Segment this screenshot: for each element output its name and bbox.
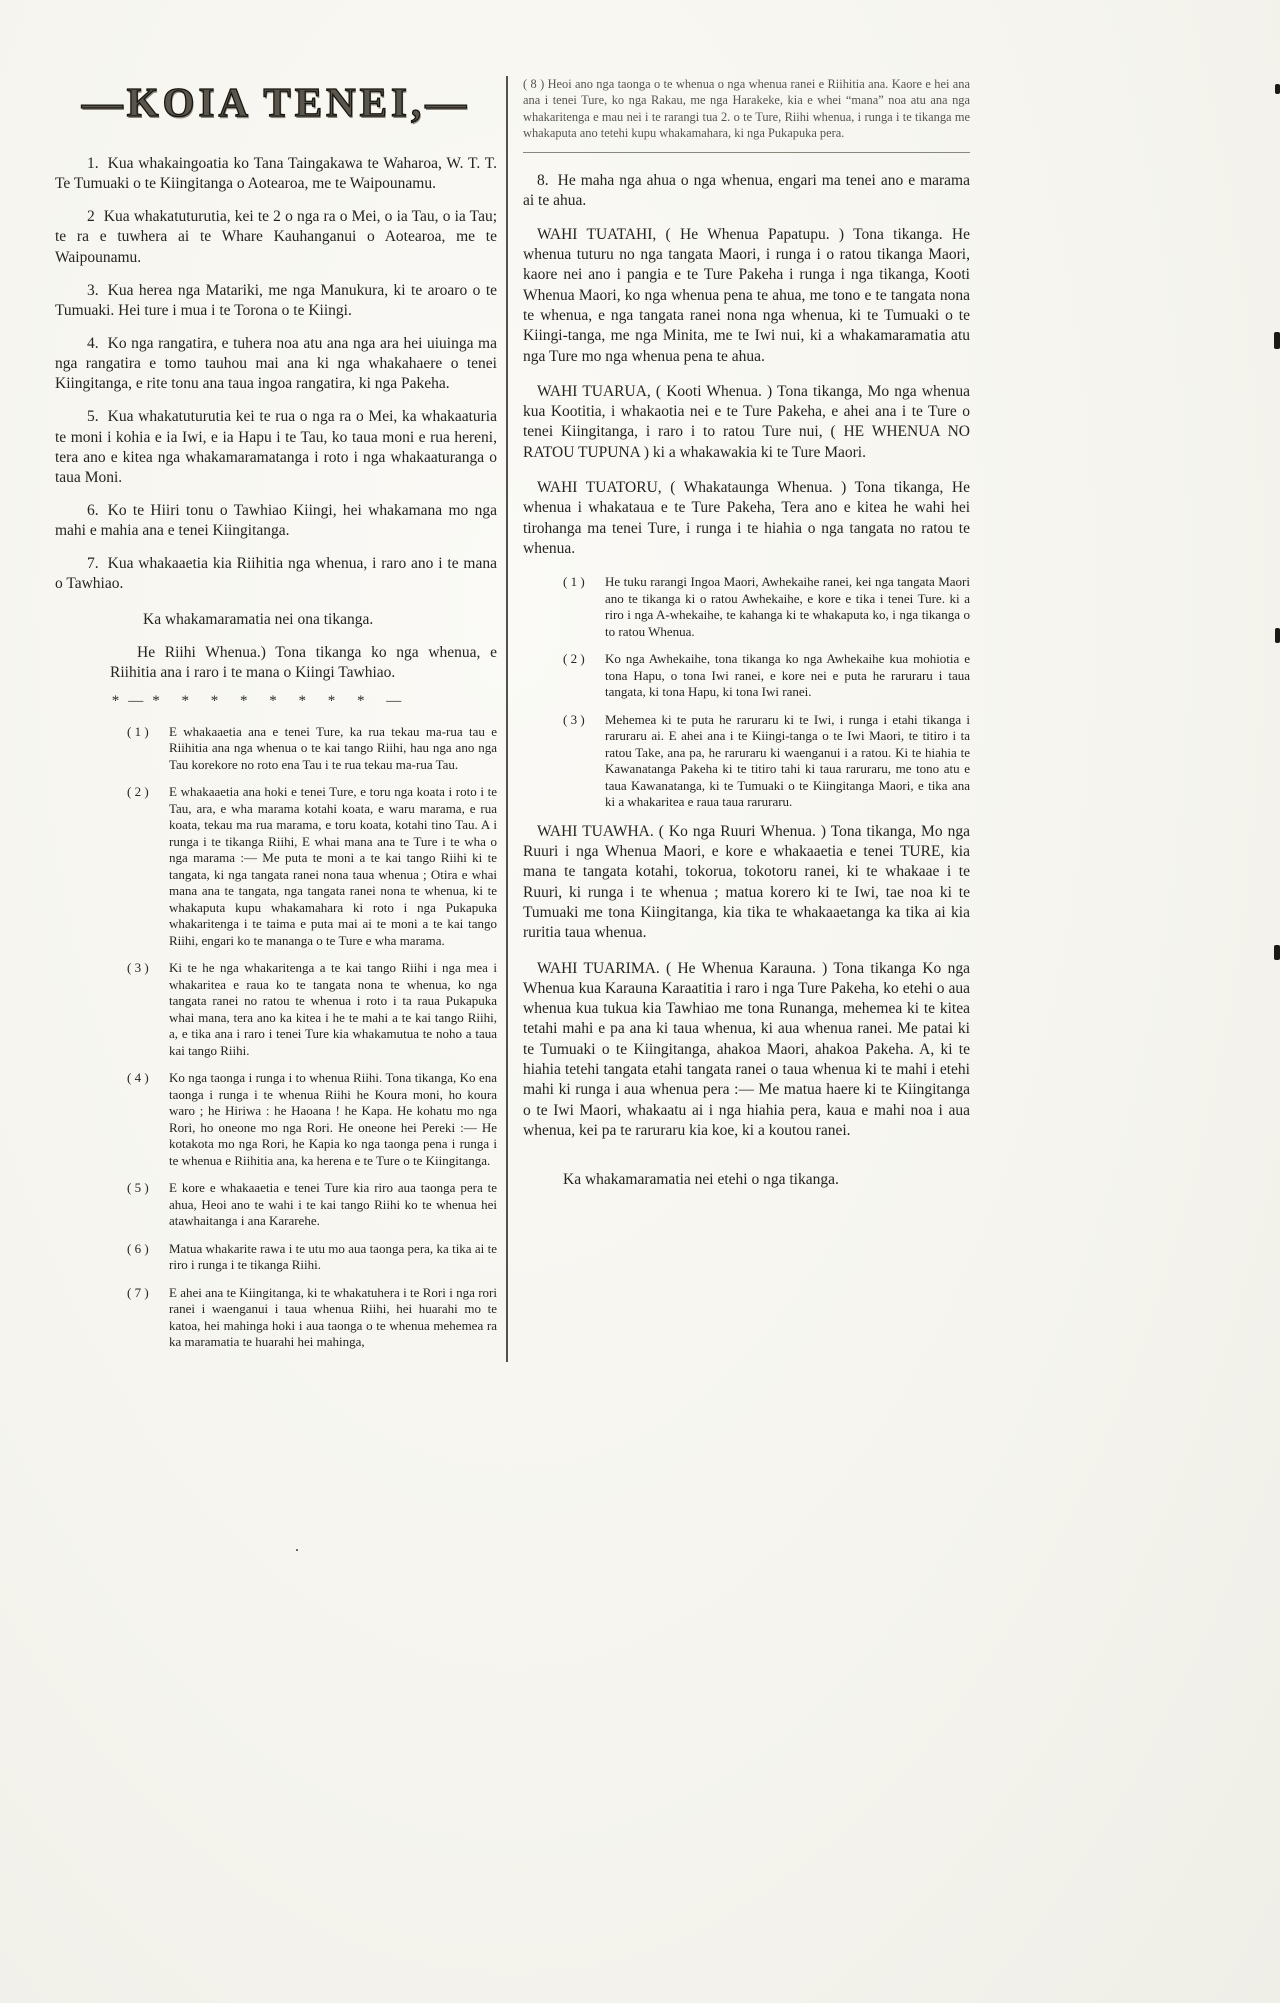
clause-number: ( 6 ) xyxy=(127,1240,149,1256)
clause-number: ( 1 ) xyxy=(127,723,149,739)
section-paragraph-tuarima: WAHI TUARIMA. ( He Whenua Karauna. ) Tona tikanga Ko nga Whenua kua Karauna Karaatitia i raro i nga Ture Pakeha, ko etehi o aua whenua kua tukua kia Tawhiao me tona Runanga, mehemea ki te kitea tetahi mahi e pa ana ki taua whenua, ki aua whenua ranei. Me patai ki te Tumuaki o te Kiingitanga, ahakoa Maori, ahakoa Pakeha. A, ki te hiahia tetehi tangata etahi tangata ranei o taua whenua ki te mahi i etehi mahi ki runga i aua whenua pera :— Me matua haere ki te Kiingitanga o te Iwi Maori, whakaatu ai i nga hiahia pera, kaua e mahi noa i aua whenua, kei pa te raruraru kia koe, ki a koutou ranei. xyxy=(523,959,970,1139)
edge-ink-mark xyxy=(1274,945,1280,960)
numbered-paragraph xyxy=(55,334,497,394)
paragraph-text: Ko nga rangatira, e tuhera noa atu ana nga ara hei uiuinga ma nga rangatira e tomo tauhou mai ana ki nga whakahaere o tenei Kiingitanga, e rite tonu ana taua ingoa rangatira, ki nga Pakeha. xyxy=(55,334,497,393)
closing-line: Ka whakamaramatia nei etehi o nga tikanga. xyxy=(563,1171,839,1189)
paragraph-number: 2 xyxy=(87,208,95,226)
section-rule xyxy=(523,152,970,153)
clause-text: Matua whakarite rawa i te utu mo aua taonga pera, ka tika ai te riro i runga i te tikanga Riihi. xyxy=(169,1240,497,1273)
clause xyxy=(563,574,970,640)
paragraph-number: 7. xyxy=(87,555,99,573)
section-paragraph-tuarua: WAHI TUARUA, ( Kooti Whenua. ) Tona tikanga, Mo nga whenua kua Kootitia, i whakaotia nei e te Ture Pakeha, e ahei ana i te Ture o tenei Kiingitanga, i raro i to ratou Ture nui, ( HE WHENUA NO RATOU TUPUNA ) ki a whakawakia ki te Ture Maori. xyxy=(523,382,970,461)
clause xyxy=(563,712,970,811)
paragraph-text: Kua whakaaetia kia Riihitia nga whenua, i raro ano i te mana o Tawhiao. xyxy=(55,555,497,593)
clause xyxy=(127,1070,497,1169)
numbered-paragraph xyxy=(55,554,497,594)
paragraph-text: He maha nga ahua o nga whenua, engari ma tenei ano e marama ai te ahua. xyxy=(523,171,970,209)
clause-text: He tuku rarangi Ingoa Maori, Awhekaihe ranei, kei nga tangata Maori ano te tikanga ki o ratou Awhekaihe, e kore e tika i tenei Ture. ki a riro i nga A-whekaihe, te kahanga ki te whakaputa ko, i nga tikanga o to ratou Whenua. xyxy=(605,574,970,639)
masthead-title: —KOIA TENEI,— xyxy=(81,79,471,125)
clause-text: Ki te he nga whakaritenga a te kai tango Riihi i nga mea i whakaritea e raua ko te tangata nona te whenua, ko nga tangata ranei no ratou te whenua i roto i ta raua Pukapuka whai mana, tera ano ka kitea i he te mahi a te kai tango Riihi, a, e tika ana i raro i tenei Ture kia whakamutua te noho a taua kai tango Riihi. xyxy=(169,960,497,1058)
clause xyxy=(127,960,497,1059)
paragraph-number: 3. xyxy=(87,281,99,299)
edge-ink-mark xyxy=(1275,628,1280,643)
clause-text: E whakaaetia ana hoki e tenei Ture, e toru nga koata i roto i te Tau, ara, e wha marama kotahi koata, e waru marama, e rua koata, tekau ma rua marama, e toru koata, kotahi tino Tau. A i runga i te tikanga Riihi, E whai mana ana te Ture i te wha o nga marama :— Me puta te moni a te kai tango Riihi ki te tangata, ki nga tangata ranei nona taua whenua ; Otira e whai mana ana te tangata, nga tangata ranei nona te whenua, ki te whakaputa kupu whakamahara ki roto i nga Pukapuka whakaritenga i te taima e puta mai ai te moni a te kai tango Riihi, engari ko te mananga o te Ture e wha marama. xyxy=(169,784,497,948)
section-paragraph-tuatahi: WAHI TUATAHI, ( He Whenua Papatupu. ) Tona tikanga. He whenua tuturu no nga tangata Maori, i runga i o ratou tikanga Maori, kaore nei ano i pangia e te Ture Pakeha i runga i nga tikanga, Kooti Whenua Maori, ko nga whenua pena te ahua, me tono e te tangata nona te whenua, e nga tangata ranei nona nga whenua, ki te Tumuaki o te Kiingi-tanga, me nga Minita, me te Iwi nui, ki a whakamaramatia atu nga Ture mo nga whenua pena te ahua. xyxy=(523,225,970,365)
paragraph-number: 6. xyxy=(87,501,99,519)
right-column xyxy=(508,76,970,1362)
clause xyxy=(127,784,497,949)
clause xyxy=(127,724,497,774)
paragraph-number: 8. xyxy=(537,171,549,189)
section-paragraph-tuatoru: WAHI TUATORU, ( Whakataunga Whenua. ) Tona tikanga, He whenua i whakataua e te Ture Pakeha, Tera ano e kitea he wahi hei tirohanga ma tenei Ture, i runga i te hiahia o nga tangata no ratou te whenua. xyxy=(523,479,970,557)
clause-text: Mehemea ki te puta he raruraru ki te Iwi, i runga i etahi tikanga i raruraru ai. E ahei ana i te Kiingi-tanga o te Iwi Maori, te titiro i ta ratou Take, ana pa, he raruraru ki waenganui i a ratou. Ki te hiahia te Kawanatanga Pakeha ki te titiro tahi ki taua raruraru, me tono atu e taua Kawanatanga, ki te Tumuaki o te Kiingitanga Maori, e tika ana ki a whakaritea e raua taua raruraru. xyxy=(605,711,970,810)
clause-number: ( 2 ) xyxy=(127,784,149,800)
clause xyxy=(127,1180,497,1230)
clause-number: ( 2 ) xyxy=(563,651,585,667)
clause xyxy=(563,651,970,701)
clause-number: ( 5 ) xyxy=(127,1180,149,1196)
numbered-paragraph xyxy=(55,407,497,488)
paragraph-text: Kua whakaingoatia ko Tana Taingakawa te Waharoa, W. T. T. Te Tumuaki o te Kiingitanga o Aotearoa, me te Waipounamu. xyxy=(55,155,497,193)
paragraph-number: 4. xyxy=(87,334,99,352)
blurred-top-fragment: ( 8 ) Heoi ano nga taonga o te whenua o nga whenua ranei e Riihitia ana. Kaore e hei ana ana i tenei Ture, ko nga Rakau, me nga Harakeke, kia e whei “mana” noa atu ana nga whakaritenga e mau nei i te rarangi tua 2. o te Ture, Riihi whenua, i runga i te tikanga me whakaputa ano tetehi kupu whakamahara, ki nga Pukapuka pera. xyxy=(523,77,970,141)
clause-number: ( 7 ) xyxy=(127,1284,149,1300)
numbered-paragraph xyxy=(55,281,497,321)
lease-clauses xyxy=(127,724,497,1351)
page-content xyxy=(55,76,970,1362)
asterisk-divider: *—* * * * * * * * — xyxy=(111,692,411,709)
edge-ink-mark xyxy=(1274,332,1280,349)
paragraph-text: Kua whakatuturutia, kei te 2 o nga ra o Mei, o ia Tau, o ia Tau; te ra e tuwhera ai te Whare Kauhanganui o Aotearoa, me te Waipounamu. xyxy=(55,208,497,266)
clause-text: E ahei ana te Kiingitanga, ki te whakatuhera i te Rori i nga rori ranei i waenganui i taua whenua Riihi, hei huarahi mo te katoa, hei mahinga hoki i aua taonga o te whenua mehemea ra ka maramatia te huarahi hei mahinga, xyxy=(169,1284,497,1350)
clause-number: ( 3 ) xyxy=(563,711,585,727)
clause-text: E kore e whakaaetia e tenei Ture kia riro aua taonga pera te ahua, Heoi ano te wahi i te kai tango Riihi ko te whenua hei atawhaitanga i ana Kararehe. xyxy=(169,1180,497,1229)
paragraph-number: 1. xyxy=(87,155,99,172)
clause-text: Ko nga taonga i runga i to whenua Riihi. Tona tikanga, Ko ena taonga i runga i te whenua Riihi he Koura moni, ho koura waro ; he Hiriwa : he Haoana ! he Kapa. He kohatu mo nga Rori, ho oneone mo nga Rori. He oneone hei Pereki :— He kotakota mo nga Rori, he Kapia ko nga taonga pena i runga i te whenua e Riihitia ana, ka herena e te Ture o te Kiingitanga. xyxy=(169,1070,497,1168)
clause-number: ( 1 ) xyxy=(563,574,585,590)
clause-text: E whakaaetia ana e tenei Ture, ka rua tekau ma-rua tau e Riihitia ana nga whenua o te kai tango Riihi, hau nga ano nga Tau korekore no roto ena Tau i te rua tekau ma-rua Tau. xyxy=(169,723,497,772)
numbered-paragraph xyxy=(55,207,497,267)
section-clauses xyxy=(563,574,970,811)
section-paragraph-tuawha: WAHI TUAWHA. ( Ko nga Ruuri Whenua. ) Tona tikanga, Mo nga Ruuri i nga Whenua Maori, e kore e whakaaetia e tenei TURE, kia mana te tangata kotahi, tokorua, tokotoru ranei, ki te whakaae i te Ruuri, ki runga i te whenua ; matua korero ki te Iwi, tae noa ki te Tumuaki me tona Kiingitanga, kia tika te whakaaetanga ka tika ai kia ruritia taua whenua. xyxy=(523,822,970,942)
left-column xyxy=(55,76,497,1362)
clause-text: Ko nga Awhekaihe, tona tikanga ko nga Awhekaihe kua mohiotia e tona Hapu, o tona Iwi ranei, e kore nei e puta he raruraru i taua tangata, ki tona Hapu, ki tona Iwi ranei. xyxy=(605,651,970,700)
clause xyxy=(127,1285,497,1351)
clause xyxy=(127,1241,497,1274)
note-line: Ka whakamaramatia nei ona tikanga. xyxy=(143,610,374,628)
numbered-paragraph xyxy=(55,501,497,541)
stray-ink-dot: . xyxy=(295,1538,299,1555)
paragraph-text: Kua herea nga Matariki, me nga Manukura, ki te aroaro o te Tumuaki. Hei ture i mua i te Torona o te Kiingi. xyxy=(55,281,497,319)
lease-heading-paragraph: He Riihi Whenua.) Tona tikanga ko nga whenua, e Riihitia ana i raro i te mana o Kiingi Tawhiao. xyxy=(110,643,497,681)
edge-ink-mark xyxy=(1275,84,1280,94)
numbered-paragraph xyxy=(55,154,497,194)
numbered-paragraph xyxy=(523,171,970,211)
paragraph-text: Kua whakatuturutia kei te rua o nga ra o Mei, ka whakaaturia te moni i kohia e ia Iwi, e ia Hapu i te Tau, ko taua moni e rua hereni, tera ano e kitea nga whakamaramatanga i roto i nga whakaaturanga o taua Moni. xyxy=(55,408,497,486)
paragraph-text: Ko te Hiiri tonu o Tawhiao Kiingi, hei whakamana mo nga mahi e mahia ana e tenei Kiingitanga. xyxy=(55,501,497,540)
clause-number: ( 4 ) xyxy=(127,1070,149,1086)
clause-number: ( 3 ) xyxy=(127,960,149,976)
paragraph-number: 5. xyxy=(87,408,99,426)
